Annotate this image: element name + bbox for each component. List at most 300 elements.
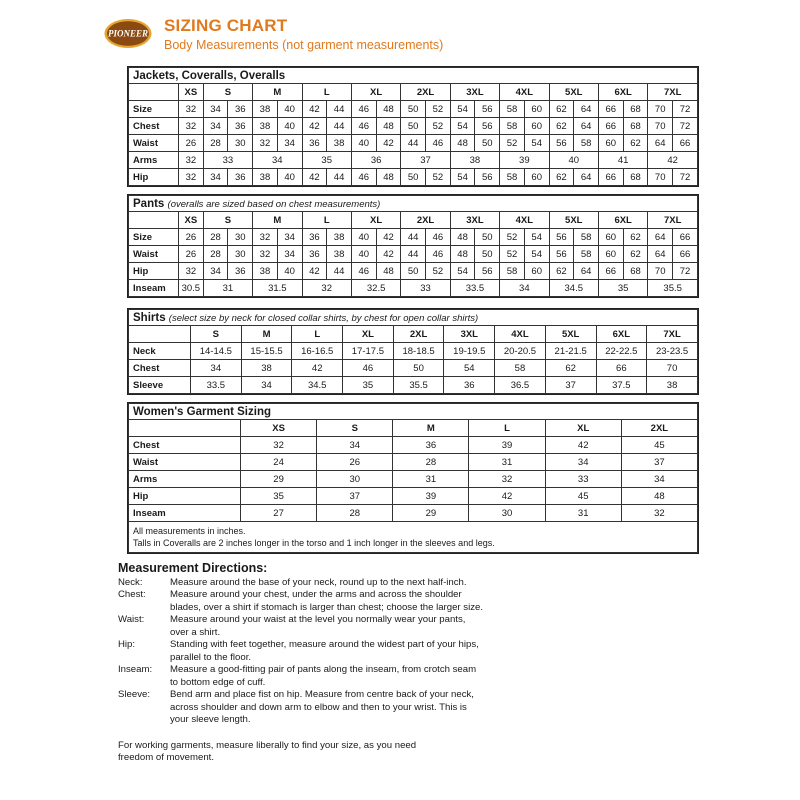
table-cell: 52 <box>426 169 451 186</box>
direction-item <box>118 639 485 664</box>
jackets-table <box>128 67 698 186</box>
table-cell: 56 <box>475 169 500 186</box>
table-cell: 28 <box>393 454 469 471</box>
table-cell: 56 <box>475 101 500 118</box>
table-cell: 34 <box>277 229 302 246</box>
header-corner <box>129 84 179 101</box>
table-cell: 38 <box>327 135 352 152</box>
table-cell: 56 <box>549 246 574 263</box>
table-cell: 42 <box>648 152 698 169</box>
table-cell: 26 <box>179 246 204 263</box>
row-label: Size <box>129 229 179 246</box>
table-cell: 54 <box>524 246 549 263</box>
pants-title: Pants (overalls are sized based on chest measurements) <box>129 196 698 212</box>
table-cell: 66 <box>596 360 647 377</box>
pioneer-logo <box>103 17 153 50</box>
size-header: 2XL <box>393 326 444 343</box>
table-cell: 31.5 <box>253 280 302 297</box>
table-cell: 22-22.5 <box>596 343 647 360</box>
size-header: XS <box>179 84 204 101</box>
table-cell: 36 <box>228 169 253 186</box>
direction-label: Neck: <box>118 576 143 588</box>
row-label: Waist <box>129 454 241 471</box>
row-label: Waist <box>129 246 179 263</box>
table-cell: 50 <box>393 360 444 377</box>
shirts-title: Shirts (select size by neck for closed collar shirts, by chest for open collar shirts) <box>129 310 698 326</box>
table-cell: 52 <box>500 135 525 152</box>
direction-text: Measure around the base of your neck, round up to the next half-inch. <box>170 576 467 588</box>
table-cell: 30 <box>317 471 393 488</box>
table-cell: 68 <box>623 169 648 186</box>
table-cell: 70 <box>648 169 673 186</box>
size-header: 6XL <box>598 212 647 229</box>
direction-item <box>118 577 485 590</box>
direction-text: Measure around your waist at the level you normally wear your pants, over a shirt. <box>170 614 466 638</box>
table-cell: 31 <box>393 471 469 488</box>
size-header: XS <box>179 212 204 229</box>
jackets-title: Jackets, Coveralls, Overalls <box>129 68 698 84</box>
table-cell: 28 <box>317 505 393 522</box>
table-cell: 32 <box>253 135 278 152</box>
table-cell: 34.5 <box>292 377 343 394</box>
table-cell: 28 <box>203 229 228 246</box>
table-cell: 54 <box>450 169 475 186</box>
table-cell: 72 <box>673 169 698 186</box>
table-cell: 30.5 <box>179 280 204 297</box>
table-cell: 58 <box>500 169 525 186</box>
table-cell: 36 <box>228 118 253 135</box>
table-cell: 54 <box>450 101 475 118</box>
table-cell: 38 <box>647 377 698 394</box>
header-corner <box>129 212 179 229</box>
table-cell: 44 <box>401 246 426 263</box>
table-cell: 62 <box>545 360 596 377</box>
table-cell: 48 <box>450 246 475 263</box>
table-cell: 50 <box>475 246 500 263</box>
table-cell: 58 <box>574 229 599 246</box>
table-row <box>129 377 698 394</box>
table-cell: 50 <box>475 229 500 246</box>
table-cell: 36 <box>393 437 469 454</box>
table-cell: 56 <box>549 229 574 246</box>
table-cell: 46 <box>351 101 376 118</box>
table-cell: 52 <box>426 118 451 135</box>
size-header: 2XL <box>401 84 450 101</box>
size-header: L <box>292 326 343 343</box>
table-row <box>129 118 698 135</box>
table-cell: 34 <box>277 135 302 152</box>
size-header: 3XL <box>450 84 499 101</box>
table-cell: 42 <box>302 169 327 186</box>
table-cell: 66 <box>673 246 698 263</box>
table-cell: 38 <box>253 118 278 135</box>
pants-note: (overalls are sized based on chest measurements) <box>167 198 381 210</box>
table-cell: 60 <box>524 263 549 280</box>
table-cell: 33 <box>545 471 621 488</box>
table-cell: 32 <box>179 263 204 280</box>
table-cell: 62 <box>549 118 574 135</box>
table-cell: 42 <box>302 118 327 135</box>
table-cell: 58 <box>500 118 525 135</box>
table-cell: 34 <box>191 360 242 377</box>
table-row <box>129 169 698 186</box>
table-cell: 34 <box>545 454 621 471</box>
table-cell: 38 <box>450 152 499 169</box>
pants-table <box>128 195 698 297</box>
table-cell: 48 <box>376 118 401 135</box>
table-cell: 46 <box>426 246 451 263</box>
table-cell: 36 <box>302 229 327 246</box>
size-header: XS <box>241 420 317 437</box>
table-cell: 50 <box>401 263 426 280</box>
direction-label: Waist: <box>118 614 145 625</box>
table-cell: 44 <box>401 135 426 152</box>
table-cell: 70 <box>647 360 698 377</box>
table-cell: 44 <box>401 229 426 246</box>
table-cell: 32 <box>302 280 351 297</box>
table-cell: 72 <box>673 263 698 280</box>
table-cell: 58 <box>500 263 525 280</box>
note-inches: All measurements in inches. <box>133 526 246 536</box>
table-cell: 42 <box>376 246 401 263</box>
row-label: Chest <box>129 118 179 135</box>
table-cell: 54 <box>444 360 495 377</box>
table-cell: 48 <box>450 135 475 152</box>
table-cell: 38 <box>327 229 352 246</box>
table-cell: 52 <box>500 229 525 246</box>
table-cell: 64 <box>574 169 599 186</box>
direction-label: Sleeve: <box>118 689 150 700</box>
size-header: 2XL <box>401 212 450 229</box>
table-cell: 32 <box>179 101 204 118</box>
shirts-section <box>127 308 699 395</box>
table-cell: 34 <box>500 280 549 297</box>
table-cell: 39 <box>500 152 549 169</box>
size-header: 4XL <box>495 326 546 343</box>
table-cell: 30 <box>228 229 253 246</box>
table-cell: 32 <box>253 229 278 246</box>
size-header: S <box>317 420 393 437</box>
table-cell: 70 <box>648 101 673 118</box>
pants-section <box>127 194 699 298</box>
table-cell: 42 <box>376 229 401 246</box>
size-header: 5XL <box>549 84 598 101</box>
table-cell: 40 <box>351 246 376 263</box>
size-header: 4XL <box>500 84 549 101</box>
table-cell: 27 <box>241 505 317 522</box>
table-cell: 38 <box>253 101 278 118</box>
direction-text: Measure around your chest, under the arms and across the shoulder blades, over a shirt if stomach is larger than chest; choose the larger size. <box>170 589 484 613</box>
table-cell: 68 <box>623 101 648 118</box>
direction-label: Inseam: <box>118 664 153 675</box>
page-title: SIZING CHART <box>164 16 288 35</box>
table-cell: 37 <box>317 488 393 505</box>
table-cell: 31 <box>203 280 252 297</box>
table-cell: 64 <box>574 118 599 135</box>
table-cell: 62 <box>549 101 574 118</box>
table-cell: 34 <box>203 118 228 135</box>
table-cell: 52 <box>426 101 451 118</box>
table-cell: 32.5 <box>351 280 400 297</box>
table-cell: 20-20.5 <box>495 343 546 360</box>
table-cell: 42 <box>302 101 327 118</box>
note-talls: Talls in Coveralls are 2 inches longer in the torso and 1 inch longer in the sleeves and legs. <box>133 538 495 548</box>
size-header: XL <box>343 326 394 343</box>
table-row <box>129 152 698 169</box>
row-label: Hip <box>129 263 179 280</box>
table-cell: 64 <box>648 229 673 246</box>
table-cell: 50 <box>401 118 426 135</box>
table-cell: 42 <box>292 360 343 377</box>
table-row <box>129 229 698 246</box>
table-cell: 70 <box>648 118 673 135</box>
table-cell: 42 <box>376 135 401 152</box>
table-cell: 70 <box>648 263 673 280</box>
size-header: M <box>393 420 469 437</box>
header-corner <box>129 326 191 343</box>
table-cell: 34 <box>277 246 302 263</box>
row-label: Sleeve <box>129 377 191 394</box>
table-cell: 40 <box>277 118 302 135</box>
table-cell: 48 <box>376 101 401 118</box>
table-cell: 46 <box>426 135 451 152</box>
table-cell: 36 <box>444 377 495 394</box>
table-cell: 72 <box>673 118 698 135</box>
table-cell: 30 <box>469 505 545 522</box>
table-cell: 32 <box>621 505 697 522</box>
table-cell: 54 <box>524 135 549 152</box>
page-subtitle: Body Measurements (not garment measurements) <box>164 38 444 52</box>
table-cell: 38 <box>241 360 292 377</box>
shirts-note: (select size by neck for closed collar shirts, by chest for open collar shirts) <box>168 312 479 324</box>
table-cell: 56 <box>475 118 500 135</box>
table-cell: 46 <box>426 229 451 246</box>
table-cell: 62 <box>549 169 574 186</box>
table-cell: 34 <box>203 101 228 118</box>
table-cell: 34 <box>203 169 228 186</box>
size-header: L <box>302 212 351 229</box>
table-cell: 36 <box>302 135 327 152</box>
jackets-section <box>127 66 699 187</box>
table-cell: 52 <box>500 246 525 263</box>
table-cell: 35 <box>302 152 351 169</box>
table-cell: 29 <box>241 471 317 488</box>
table-cell: 33.5 <box>450 280 499 297</box>
table-cell: 42 <box>302 263 327 280</box>
table-row <box>129 280 698 297</box>
table-cell: 62 <box>623 246 648 263</box>
table-cell: 60 <box>598 229 623 246</box>
table-cell: 37 <box>545 377 596 394</box>
table-row <box>129 437 698 454</box>
direction-label: Chest: <box>118 589 146 600</box>
table-cell: 26 <box>179 229 204 246</box>
table-cell: 35.5 <box>393 377 444 394</box>
table-cell: 46 <box>343 360 394 377</box>
table-cell: 68 <box>623 263 648 280</box>
table-cell: 36 <box>228 101 253 118</box>
table-cell: 38 <box>253 263 278 280</box>
size-header: 2XL <box>621 420 697 437</box>
size-header: 6XL <box>596 326 647 343</box>
womens-section <box>127 402 699 554</box>
header-corner <box>129 420 241 437</box>
table-cell: 34 <box>317 437 393 454</box>
table-cell: 54 <box>450 118 475 135</box>
table-row <box>129 454 698 471</box>
table-cell: 16-16.5 <box>292 343 343 360</box>
table-cell: 35.5 <box>648 280 698 297</box>
table-row <box>129 135 698 152</box>
size-header: M <box>253 212 302 229</box>
womens-table <box>128 403 698 553</box>
table-cell: 32 <box>179 152 204 169</box>
table-cell: 48 <box>376 263 401 280</box>
table-cell: 50 <box>475 135 500 152</box>
table-cell: 36.5 <box>495 377 546 394</box>
table-cell: 64 <box>648 246 673 263</box>
table-cell: 34.5 <box>549 280 598 297</box>
table-cell: 64 <box>574 263 599 280</box>
size-header: S <box>191 326 242 343</box>
direction-item <box>118 614 485 639</box>
table-cell: 26 <box>317 454 393 471</box>
size-header: M <box>241 326 292 343</box>
table-cell: 30 <box>228 135 253 152</box>
direction-item <box>118 664 485 689</box>
table-cell: 62 <box>623 229 648 246</box>
table-cell: 23-23.5 <box>647 343 698 360</box>
table-row <box>129 343 698 360</box>
table-row <box>129 505 698 522</box>
table-cell: 31 <box>469 454 545 471</box>
table-row <box>129 263 698 280</box>
table-cell: 37 <box>401 152 450 169</box>
womens-notes <box>129 522 698 553</box>
table-cell: 36 <box>351 152 400 169</box>
table-cell: 24 <box>241 454 317 471</box>
table-cell: 44 <box>327 263 352 280</box>
direction-text: Measure a good-fitting pair of pants along the inseam, from crotch seam to bottom edge of cuff. <box>170 664 477 688</box>
table-cell: 68 <box>623 118 648 135</box>
table-cell: 46 <box>351 169 376 186</box>
table-cell: 32 <box>179 118 204 135</box>
table-cell: 62 <box>549 263 574 280</box>
table-cell: 42 <box>545 437 621 454</box>
table-cell: 58 <box>574 135 599 152</box>
table-cell: 40 <box>277 101 302 118</box>
table-row <box>129 471 698 488</box>
table-cell: 40 <box>277 263 302 280</box>
measurement-directions <box>118 562 485 765</box>
directions-title: Measurement Directions: <box>118 561 268 575</box>
table-cell: 45 <box>621 437 697 454</box>
table-cell: 37.5 <box>596 377 647 394</box>
size-header: 6XL <box>598 84 647 101</box>
row-label: Hip <box>129 169 179 186</box>
table-cell: 40 <box>351 135 376 152</box>
table-cell: 60 <box>524 118 549 135</box>
table-cell: 41 <box>598 152 647 169</box>
table-cell: 33.5 <box>191 377 242 394</box>
table-cell: 14-14.5 <box>191 343 242 360</box>
table-cell: 35 <box>241 488 317 505</box>
size-header: 5XL <box>549 212 598 229</box>
table-cell: 72 <box>673 101 698 118</box>
size-header-row <box>129 326 698 343</box>
table-cell: 34 <box>241 377 292 394</box>
table-cell: 37 <box>621 454 697 471</box>
table-cell: 29 <box>393 505 469 522</box>
table-cell: 56 <box>475 263 500 280</box>
table-cell: 66 <box>598 101 623 118</box>
table-cell: 66 <box>598 118 623 135</box>
table-cell: 44 <box>327 118 352 135</box>
table-cell: 35 <box>343 377 394 394</box>
size-header: 4XL <box>500 212 549 229</box>
size-header: XL <box>545 420 621 437</box>
direction-item <box>118 689 485 727</box>
table-cell: 39 <box>469 437 545 454</box>
table-row <box>129 360 698 377</box>
womens-title: Women's Garment Sizing <box>129 404 698 420</box>
table-cell: 28 <box>203 135 228 152</box>
row-label: Arms <box>129 471 241 488</box>
table-cell: 34 <box>203 263 228 280</box>
table-cell: 56 <box>549 135 574 152</box>
table-cell: 66 <box>673 135 698 152</box>
table-cell: 44 <box>327 169 352 186</box>
direction-text: Standing with feet together, measure around the widest part of your hips, parallel to the floor. <box>170 639 479 663</box>
direction-label: Hip: <box>118 639 136 650</box>
directions-footer: For working garments, measure liberally to find your size, as you need freedom of movement. <box>118 739 417 763</box>
table-row <box>129 101 698 118</box>
row-label: Chest <box>129 437 241 454</box>
table-cell: 66 <box>673 229 698 246</box>
table-cell: 38 <box>253 169 278 186</box>
table-cell: 64 <box>574 101 599 118</box>
table-cell: 48 <box>450 229 475 246</box>
table-cell: 21-21.5 <box>545 343 596 360</box>
size-header: M <box>253 84 302 101</box>
table-cell: 60 <box>598 246 623 263</box>
svg-text:PIONEER: PIONEER <box>107 28 149 39</box>
direction-item <box>118 589 485 614</box>
table-cell: 32 <box>179 169 204 186</box>
table-cell: 58 <box>495 360 546 377</box>
row-label: Hip <box>129 488 241 505</box>
table-cell: 36 <box>302 246 327 263</box>
size-header: 5XL <box>545 326 596 343</box>
table-cell: 50 <box>401 101 426 118</box>
table-cell: 54 <box>450 263 475 280</box>
size-header-row <box>129 84 698 101</box>
table-cell: 17-17.5 <box>343 343 394 360</box>
row-label: Neck <box>129 343 191 360</box>
table-cell: 42 <box>469 488 545 505</box>
table-cell: 58 <box>574 246 599 263</box>
table-cell: 33 <box>401 280 450 297</box>
table-cell: 40 <box>549 152 598 169</box>
size-header: XL <box>351 212 400 229</box>
row-label: Arms <box>129 152 179 169</box>
size-header: S <box>203 84 252 101</box>
table-cell: 60 <box>598 135 623 152</box>
table-row <box>129 488 698 505</box>
row-label: Waist <box>129 135 179 152</box>
table-cell: 60 <box>524 101 549 118</box>
table-cell: 34 <box>253 152 302 169</box>
